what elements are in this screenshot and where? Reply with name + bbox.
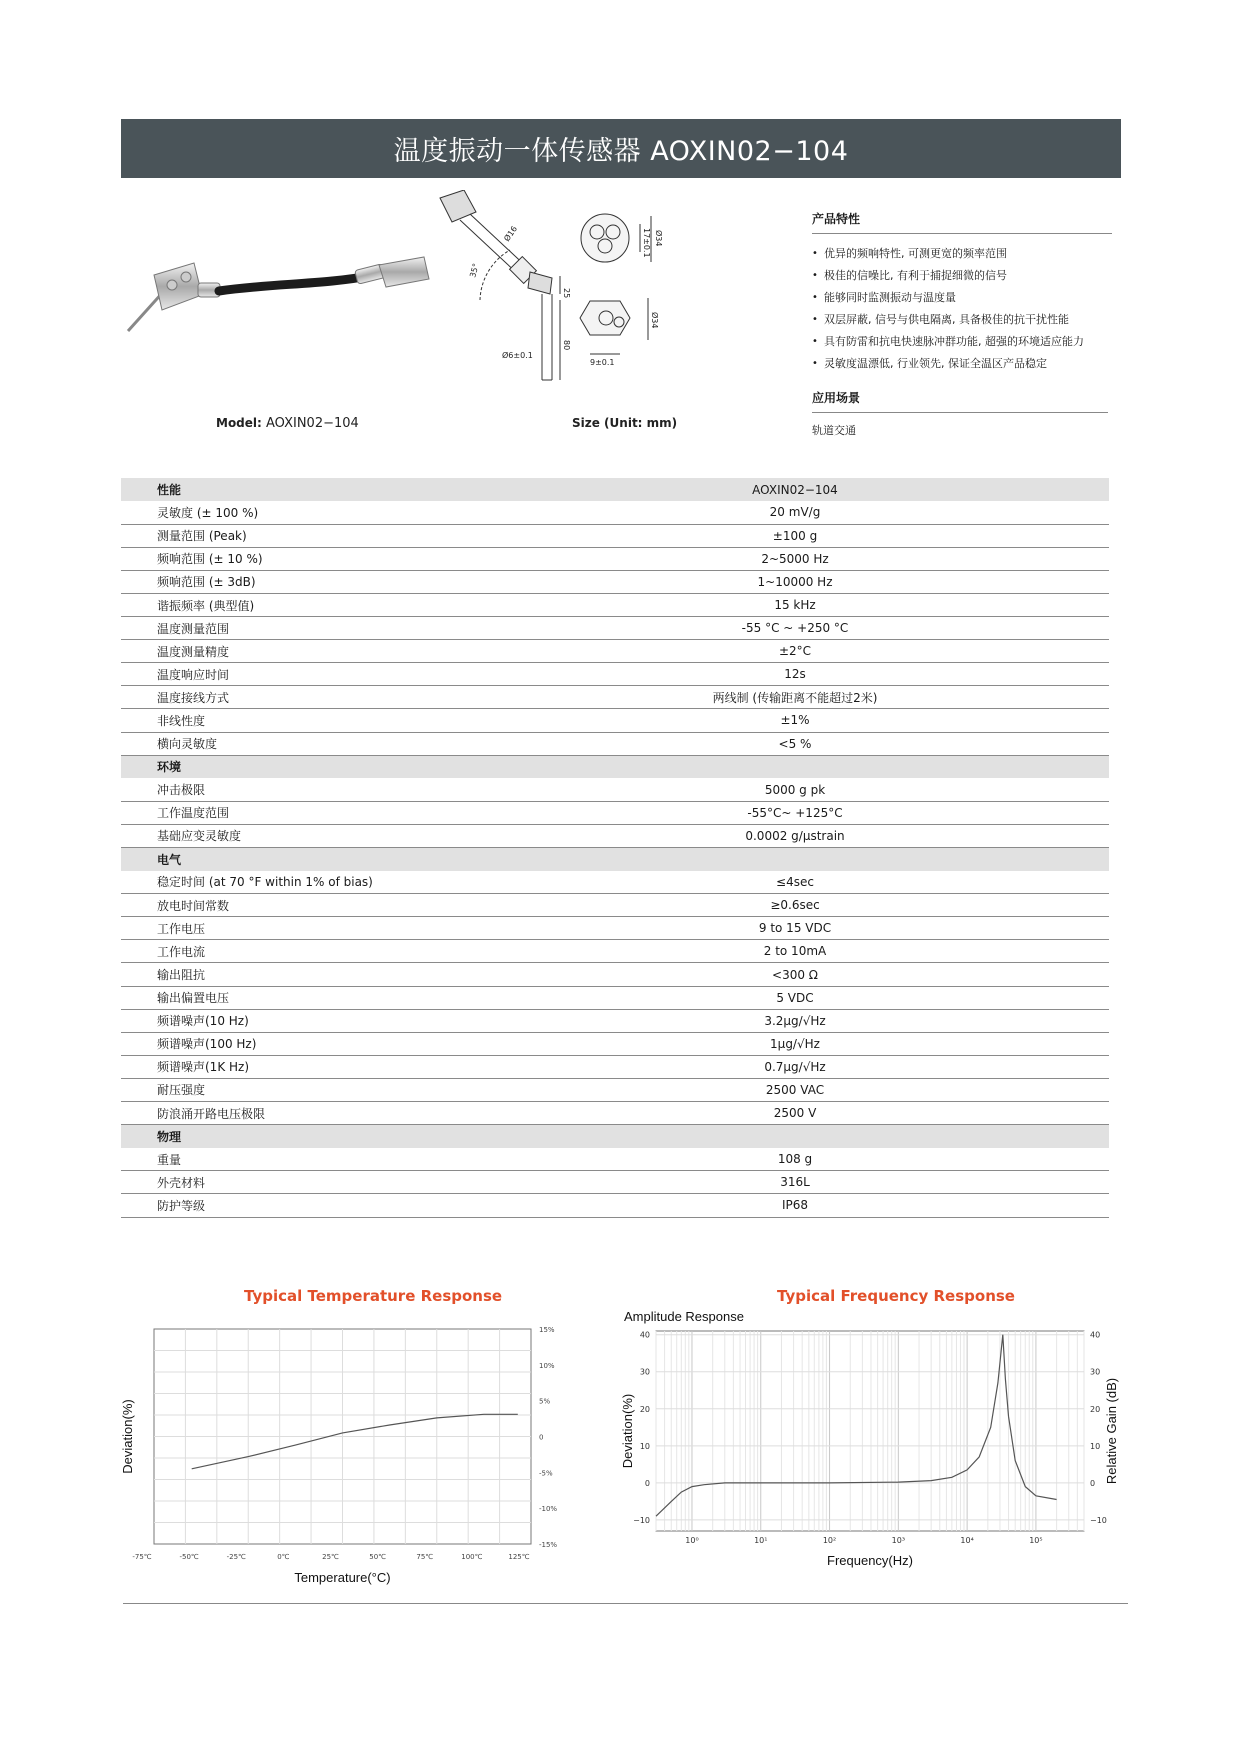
spec-key: 防护等级 — [121, 1194, 481, 1217]
y2-axis-label: Relative Gain (dB) — [1104, 1377, 1119, 1485]
spec-value: 2~5000 Hz — [481, 547, 1109, 570]
y-tick-label: 0 — [644, 1478, 650, 1488]
spec-key: 性能 — [121, 478, 481, 501]
y-tick-label: 20 — [639, 1404, 650, 1414]
spec-value: 2 to 10mA — [481, 940, 1109, 963]
list-item: • 灵敏度温漂低, 行业领先, 保证全温区产品稳定 — [812, 353, 1112, 375]
spec-key: 稳定时间 (at 70 °F within 1% of bias) — [121, 871, 481, 894]
x-tick-label: 10³ — [891, 1536, 906, 1545]
spec-value: ≥0.6sec — [481, 894, 1109, 917]
spec-value: AOXIN02−104 — [481, 478, 1109, 501]
chart-title: Typical Frequency Response — [777, 1287, 1015, 1305]
table-row — [121, 732, 1109, 755]
spec-key: 工作温度范围 — [121, 801, 481, 824]
list-item: • 极佳的信噪比, 有利于捕捉细微的信号 — [812, 265, 1112, 287]
table-row — [121, 686, 1109, 709]
spec-value: 5000 g pk — [481, 778, 1109, 801]
applications-text: 轨道交通 — [812, 424, 856, 437]
spec-value: 0.0002 g/µstrain — [481, 824, 1109, 847]
dim-label: Ø34 — [650, 312, 659, 329]
features-panel — [812, 210, 1112, 375]
x-tick-label: 0℃ — [277, 1553, 290, 1561]
spec-key: 频响范围 (± 10 %) — [121, 547, 481, 570]
y-tick-label: -5% — [539, 1469, 553, 1478]
y-tick-label: -10% — [539, 1505, 558, 1514]
x-tick-label: -75℃ — [132, 1553, 152, 1561]
x-tick-label: 10² — [822, 1536, 837, 1545]
spec-value: <300 Ω — [481, 963, 1109, 986]
spec-value: 两线制 (传输距离不能超过2米) — [481, 686, 1109, 709]
table-row — [121, 1032, 1109, 1055]
table-row — [121, 1194, 1109, 1217]
table-row — [121, 1009, 1109, 1032]
y-tick-label: −10 — [633, 1515, 650, 1525]
features-list — [812, 243, 1112, 375]
x-tick-label: 10⁵ — [1029, 1536, 1043, 1545]
dim-label: 9±0.1 — [590, 358, 615, 367]
y-tick-label: 10% — [539, 1361, 555, 1370]
spec-value — [481, 755, 1109, 778]
y-tick-label: 10 — [639, 1441, 650, 1451]
spec-key: 频谱噪声(100 Hz) — [121, 1032, 481, 1055]
y-tick-label: 40 — [639, 1330, 650, 1340]
spec-key: 温度接线方式 — [121, 686, 481, 709]
y-tick-label: 15% — [539, 1326, 555, 1334]
list-item: • 优异的频响特性, 可测更宽的频率范围 — [812, 243, 1112, 265]
x-tick-label: 10⁴ — [960, 1536, 974, 1545]
y-tick-label: -15% — [539, 1541, 558, 1549]
chart-title: Typical Temperature Response — [244, 1287, 503, 1305]
spec-key: 冲击极限 — [121, 778, 481, 801]
x-tick-label: 10¹ — [754, 1536, 768, 1545]
spec-key: 工作电流 — [121, 940, 481, 963]
chart-subtitle: Amplitude Response — [624, 1309, 744, 1324]
model-value: AOXIN02−104 — [266, 416, 359, 431]
spec-key: 频谱噪声(10 Hz) — [121, 1009, 481, 1032]
spec-value: 316L — [481, 1171, 1109, 1194]
y-axis-label: Deviation(%) — [120, 1399, 135, 1474]
table-row — [121, 593, 1109, 616]
table-row — [121, 1148, 1109, 1171]
table-row — [121, 501, 1109, 524]
x-tick-label: 100℃ — [461, 1553, 483, 1561]
table-row — [121, 963, 1109, 986]
spec-key: 输出阻抗 — [121, 963, 481, 986]
spec-key: 环境 — [121, 755, 481, 778]
table-row — [121, 894, 1109, 917]
spec-value: 2500 VAC — [481, 1078, 1109, 1101]
y2-tick-label: 30 — [1090, 1367, 1101, 1377]
spec-key: 基础应变灵敏度 — [121, 824, 481, 847]
table-row — [121, 871, 1109, 894]
spec-value: -55°C~ +125°C — [481, 801, 1109, 824]
spec-key: 重量 — [121, 1148, 481, 1171]
section-row — [121, 1125, 1109, 1148]
spec-key: 输出偏置电压 — [121, 986, 481, 1009]
x-tick-label: 125℃ — [508, 1553, 530, 1561]
spec-key: 谐振频率 (典型值) — [121, 593, 481, 616]
x-axis-label: Temperature(°C) — [294, 1570, 391, 1585]
x-tick-label: 75℃ — [416, 1553, 434, 1561]
spec-value: <5 % — [481, 732, 1109, 755]
divider — [123, 1603, 1128, 1604]
table-row — [121, 570, 1109, 593]
spec-value: 9 to 15 VDC — [481, 917, 1109, 940]
x-tick-label: 25℃ — [322, 1553, 339, 1561]
y2-tick-label: 10 — [1090, 1441, 1101, 1451]
series-line — [192, 1414, 518, 1469]
table-row — [121, 1055, 1109, 1078]
spec-key: 横向灵敏度 — [121, 732, 481, 755]
spec-key: 耐压强度 — [121, 1078, 481, 1101]
x-axis-label: Frequency(Hz) — [827, 1553, 913, 1568]
spec-value: 108 g — [481, 1148, 1109, 1171]
dim-label: 35° — [468, 262, 481, 279]
y2-tick-label: 40 — [1090, 1330, 1101, 1340]
spec-value: 15 kHz — [481, 593, 1109, 616]
applications-panel — [812, 389, 1108, 438]
spec-key: 工作电压 — [121, 917, 481, 940]
title-bar — [121, 119, 1121, 178]
x-tick-label: 10⁰ — [685, 1536, 699, 1545]
applications-heading: 应用场景 — [812, 389, 1108, 413]
spec-value: ±1% — [481, 709, 1109, 732]
section-row — [121, 755, 1109, 778]
table-row — [121, 986, 1109, 1009]
plot-frame — [656, 1331, 1084, 1531]
table-row — [121, 917, 1109, 940]
table-row — [121, 709, 1109, 732]
table-row — [121, 824, 1109, 847]
table-row — [121, 1171, 1109, 1194]
dimension-drawing — [430, 190, 760, 410]
dim-label: Ø6±0.1 — [502, 351, 533, 360]
x-tick-label: -25℃ — [226, 1553, 246, 1561]
size-caption: Size (Unit: mm) — [572, 416, 678, 430]
spec-key: 物理 — [121, 1125, 481, 1148]
y-tick-label: 30 — [639, 1367, 650, 1377]
list-item: • 双层屏蔽, 信号与供电隔离, 具备极佳的抗干扰性能 — [812, 309, 1112, 331]
spec-key: 防浪涌开路电压极限 — [121, 1102, 481, 1125]
spec-value: 1µg/√Hz — [481, 1032, 1109, 1055]
table-row — [121, 663, 1109, 686]
spec-value: 5 VDC — [481, 986, 1109, 1009]
y2-tick-label: 20 — [1090, 1404, 1101, 1414]
dim-label: Ø16 — [502, 224, 520, 244]
spec-value: 12s — [481, 663, 1109, 686]
spec-key: 放电时间常数 — [121, 894, 481, 917]
spec-key: 频谱噪声(1K Hz) — [121, 1055, 481, 1078]
y-axis-label: Deviation(%) — [620, 1393, 635, 1469]
spec-value: 0.7µg/√Hz — [481, 1055, 1109, 1078]
spec-value: IP68 — [481, 1194, 1109, 1217]
spec-key: 测量范围 (Peak) — [121, 524, 481, 547]
spec-value: -55 °C ~ +250 °C — [481, 617, 1109, 640]
features-heading: 产品特性 — [812, 210, 1112, 234]
model-caption — [216, 416, 359, 431]
section-row — [121, 848, 1109, 871]
table-row — [121, 547, 1109, 570]
spec-key: 非线性度 — [121, 709, 481, 732]
spec-value: 2500 V — [481, 1102, 1109, 1125]
y-tick-label: 0 — [539, 1433, 544, 1442]
temperature-chart — [112, 1315, 572, 1585]
spec-table — [121, 478, 1109, 1218]
spec-key: 外壳材料 — [121, 1171, 481, 1194]
product-photo — [124, 255, 434, 345]
x-tick-label: -50℃ — [179, 1553, 199, 1561]
table-row — [121, 940, 1109, 963]
spec-value: ±100 g — [481, 524, 1109, 547]
spec-key: 电气 — [121, 848, 481, 871]
section-row — [121, 478, 1109, 501]
spec-key: 温度测量范围 — [121, 617, 481, 640]
spec-value: ≤4sec — [481, 871, 1109, 894]
table-row — [121, 617, 1109, 640]
x-tick-label: 50℃ — [369, 1553, 387, 1561]
dim-label: 25 — [562, 288, 571, 299]
table-row — [121, 524, 1109, 547]
dim-label: 17±0.1 — [642, 228, 651, 258]
table-row — [121, 1078, 1109, 1101]
list-item: • 能够同时监测振动与温度量 — [812, 287, 1112, 309]
series-line — [656, 1335, 1057, 1517]
spec-key: 频响范围 (± 3dB) — [121, 570, 481, 593]
spec-key: 灵敏度 (± 100 %) — [121, 501, 481, 524]
spec-value: 3.2µg/√Hz — [481, 1009, 1109, 1032]
frequency-chart — [614, 1303, 1124, 1578]
table-row — [121, 801, 1109, 824]
y2-tick-label: −10 — [1090, 1515, 1107, 1525]
spec-value: 20 mV/g — [481, 501, 1109, 524]
table-row — [121, 1102, 1109, 1125]
y-tick-label: 5% — [539, 1397, 551, 1406]
spec-value: ±2°C — [481, 640, 1109, 663]
list-item: • 具有防雷和抗电快速脉冲群功能, 超强的环境适应能力 — [812, 331, 1112, 353]
dim-label: 80 — [562, 340, 571, 351]
dim-label: Ø34 — [654, 230, 663, 247]
spec-value — [481, 1125, 1109, 1148]
spec-key: 温度响应时间 — [121, 663, 481, 686]
table-row — [121, 640, 1109, 663]
table-row — [121, 778, 1109, 801]
model-label: Model: — [216, 416, 262, 430]
spec-key: 温度测量精度 — [121, 640, 481, 663]
spec-value: 1~10000 Hz — [481, 570, 1109, 593]
spec-value — [481, 848, 1109, 871]
y2-tick-label: 0 — [1090, 1478, 1096, 1488]
page-title: 温度振动一体传感器 AOXIN02−104 — [393, 136, 849, 167]
